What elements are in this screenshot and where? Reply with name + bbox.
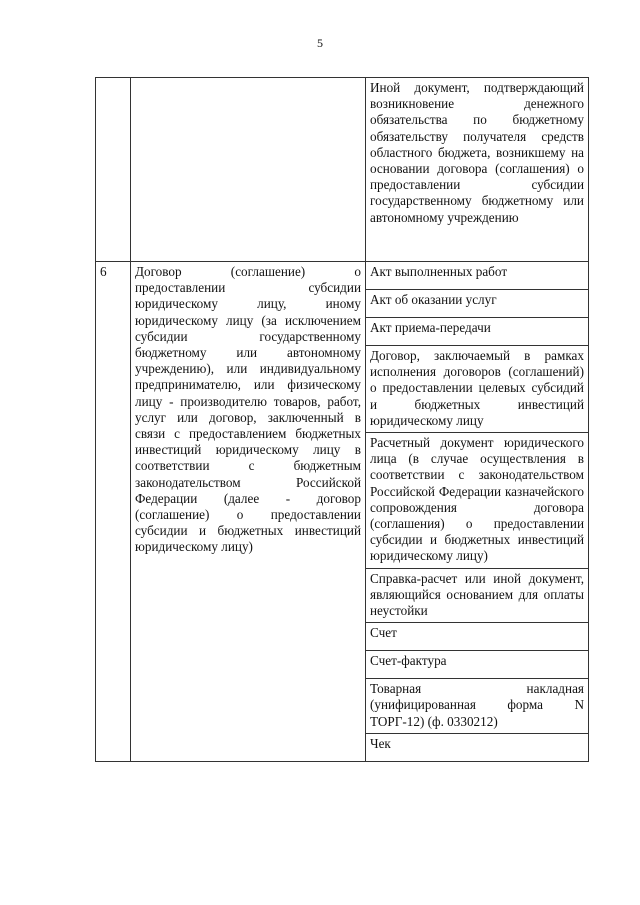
row-number-cell: 6 [96, 262, 131, 762]
document-cell: Товарная накладная (унифицированная форма N ТОРГ-12) (ф. 0330212) [366, 679, 589, 734]
contract-cell [131, 78, 366, 262]
contract-cell: Договор (соглашение) о предоставлении субсидии юридическому лицу, иному юридическому лицу (за исключением субсидии государственному бюджетному или автономному учреждению), или индивидуальному предпринимателю, или физическому лицу - производителю товаров, работ, услуг или договор, заключенный в связи с предоставлением бюджетных инвестиций юридическому лицу в соответствии с бюджетным законодательством Российской Федерации (далее - договор (соглашение) о предоставлении субсидии и бюджетных инвестиций юридическому лицу) [131, 262, 366, 762]
document-cell: Расчетный документ юридического лица (в случае осуществления в соответствии с законодательством Российской Федерации казначейского сопровождения договора (соглашения) о предоставлении субсидии и бюджетных инвестиций юридическому лицу) [366, 433, 589, 569]
page-number: 5 [317, 36, 323, 50]
document-cell: Договор, заключаемый в рамках исполнения договоров (соглашений) о предоставлении целевых субсидий и бюджетных инвестиций юридическому лицу [366, 346, 589, 433]
document-cell: Акт об оказании услуг [366, 290, 589, 318]
document-cell: Акт приема-передачи [366, 318, 589, 346]
document-table [95, 77, 589, 762]
document-cell: Иной документ, подтверждающий возникновение денежного обязательства по бюджетному обязательству получателя средств областного бюджета, возникшему на основании договора (соглашения) о предоставлении субсидии государственному бюджетному или автономному учреждению [366, 78, 589, 262]
document-cell: Справка-расчет или иной документ, являющийся основанием для оплаты неустойки [366, 568, 589, 623]
table-row [96, 262, 589, 290]
document-cell: Счет [366, 623, 589, 651]
document-cell: Акт выполненных работ [366, 262, 589, 290]
table-row [96, 78, 589, 262]
document-cell: Чек [366, 733, 589, 761]
row-number-cell [96, 78, 131, 262]
document-cell: Счет-фактура [366, 651, 589, 679]
